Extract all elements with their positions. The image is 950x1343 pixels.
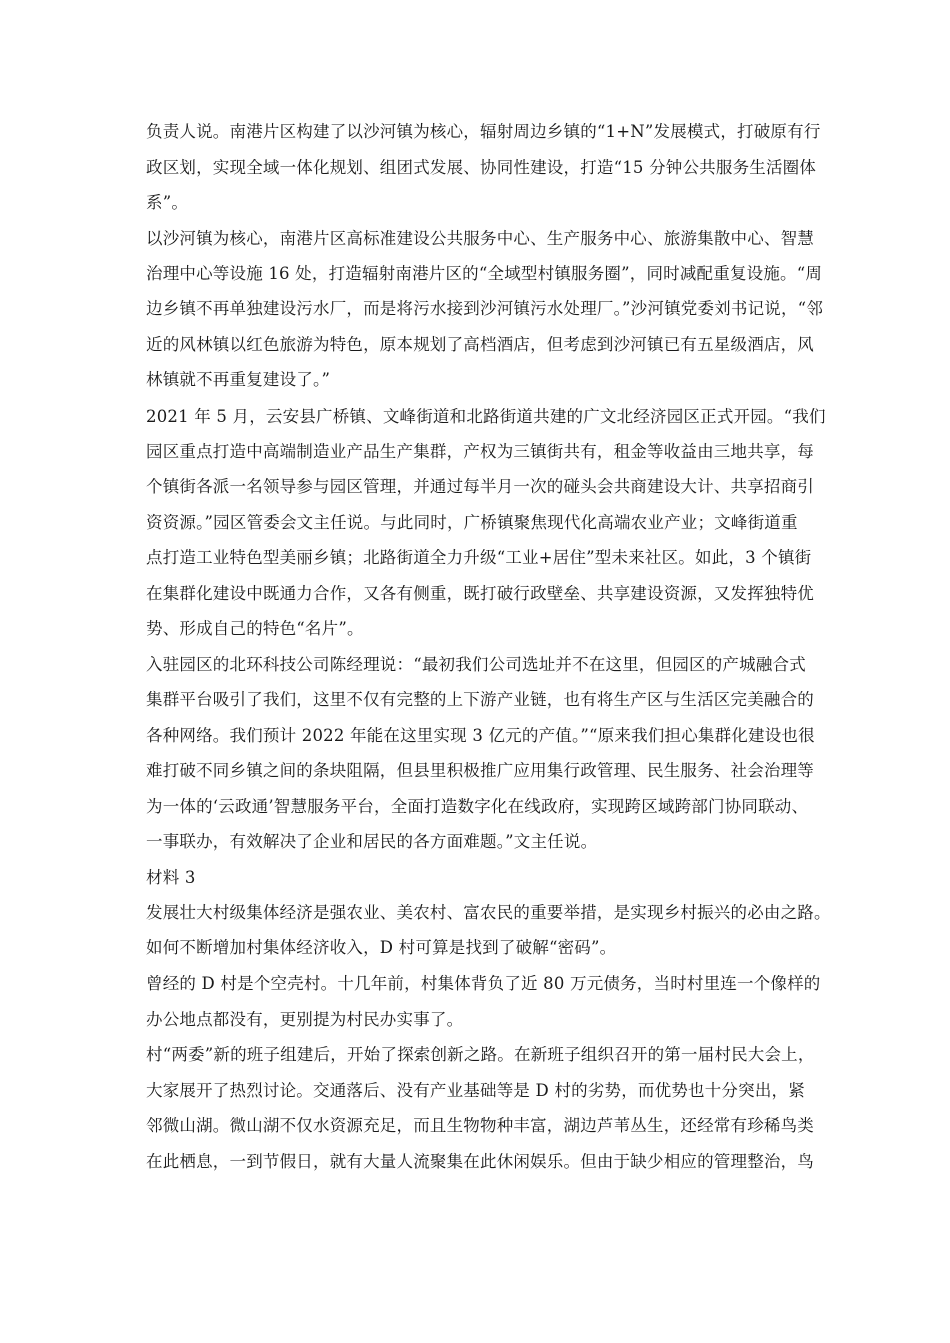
text-line: 近的风林镇以红色旅游为特色，原本规划了高档酒店，但考虑到沙河镇已有五星级酒店，风 [146, 335, 814, 354]
text-line: 入驻园区的北环科技公司陈经理说：“最初我们公司选址并不在这里，但园区的产城融合式 [146, 655, 806, 674]
text-line: 发展壮大村级集体经济是强农业、美农村、富农民的重要举措，是实现乡村振兴的必由之路。 [146, 903, 831, 922]
text-line: 边乡镇不再单独建设污水厂，而是将污水接到沙河镇污水处理厂。”沙河镇党委刘书记说，“邻 [146, 299, 824, 318]
text-line: 在集群化建设中既通力合作，又各有侧重，既打破行政壁垒、共享建设资源，又发挥独特优 [146, 584, 814, 603]
text-line: 大家展开了热烈讨论。交通落后、没有产业基础等是 D 村的劣势，而优势也十分突出，紧 [146, 1081, 805, 1100]
text-line: 个镇街各派一名领导参与园区管理，并通过每半月一次的碰头会共商建设大计、共享招商引 [146, 477, 814, 496]
text-line: 一事联办，有效解决了企业和居民的各方面难题。”文主任说。 [146, 832, 598, 851]
text-line: 以沙河镇为核心，南港片区高标准建设公共服务中心、生产服务中心、旅游集散中心、智慧 [146, 229, 814, 248]
text-line: 曾经的 D 村是个空壳村。十几年前，村集体背负了近 80 万元债务，当时村里连一个像样的 [146, 974, 821, 993]
text-line: 势、形成自己的特色“名片”。 [146, 619, 364, 638]
text-line: 集群平台吸引了我们，这里不仅有完整的上下游产业链，也有将生产区与生活区完美融合的 [146, 690, 814, 709]
text-line: 2021 年 5 月，云安县广桥镇、文峰街道和北路街道共建的广文北经济园区正式开园。“我们 [146, 407, 826, 426]
text-line: 负责人说。南港片区构建了以沙河镇为核心，辐射周边乡镇的“1+N”发展模式，打破原有行 [146, 122, 821, 141]
text-line: 村“两委”新的班子组建后，开始了探索创新之路。在新班子组织召开的第一届村民大会上， [146, 1045, 815, 1064]
text-line: 园区重点打造中高端制造业产品生产集群，产权为三镇街共有，租金等收益由三地共享，每 [146, 442, 814, 461]
text-line: 如何不断增加村集体经济收入，D 村可算是找到了破解“密码”。 [146, 938, 617, 957]
text-line: 系”。 [146, 193, 189, 212]
text-line: 政区划，实现全域一体化规划、组团式发展、协同性建设，打造“15 分钟公共服务生活圈体 [146, 158, 817, 177]
text-line: 林镇就不再重复建设了。” [146, 370, 331, 389]
section-heading: 材料 3 [146, 868, 196, 887]
text-line: 办公地点都没有，更别提为村民办实事了。 [146, 1010, 464, 1029]
text-line: 邻微山湖。微山湖不仅水资源充足，而且生物物种丰富，湖边芦苇丛生，还经常有珍稀鸟类 [146, 1116, 814, 1135]
text-line: 资资源。”园区管委会文主任说。与此同时，广桥镇聚焦现代化高端农业产业；文峰街道重 [146, 513, 798, 532]
text-line: 在此栖息，一到节假日，就有大量人流聚集在此休闲娱乐。但由于缺少相应的管理整治，鸟 [146, 1152, 814, 1171]
text-line: 为一体的‘云政通’智慧服务平台，全面打造数字化在线政府，实现跨区域跨部门协同联动、 [146, 797, 809, 816]
text-line: 治理中心等设施 16 处，打造辐射南港片区的“全域型村镇服务圈”，同时减配重复设施。“周 [146, 264, 823, 283]
text-line: 难打破不同乡镇之间的条块阻隔，但县里积极推广应用集行政管理、民生服务、社会治理等 [146, 761, 814, 780]
text-line: 点打造工业特色型美丽乡镇；北路街道全力升级“工业+居住”型未来社区。如此，3 个镇街 [146, 548, 812, 567]
text-line: 各种网络。我们预计 2022 年能在这里实现 3 亿元的产值。”“原来我们担心集群化建设也很 [146, 726, 815, 745]
